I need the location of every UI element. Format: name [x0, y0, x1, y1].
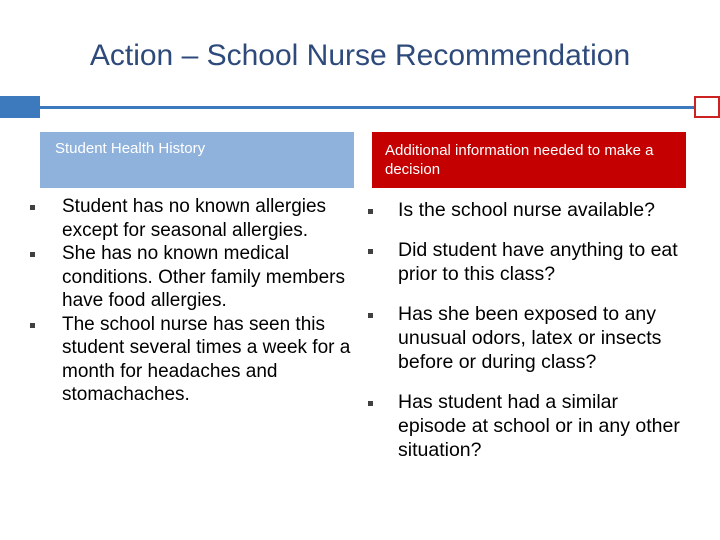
slide-title: Action – School Nurse Recommendation	[89, 39, 631, 72]
additional-info-list	[398, 198, 690, 478]
list-item-text: Is the school nurse available?	[398, 199, 655, 221]
bullet-square-icon	[30, 205, 35, 210]
bullet-square-icon	[368, 313, 373, 318]
list-item	[398, 390, 690, 462]
student-health-history-header: Student Health History	[40, 132, 354, 188]
list-item-text: Student has no known allergies except for seasonal allergies.	[62, 196, 327, 241]
list-item	[398, 198, 690, 222]
list-item-text: The school nurse has seen this student several times a week for a month for headaches and stomachaches.	[62, 313, 351, 405]
list-item	[398, 238, 690, 286]
health-history-list	[62, 195, 357, 407]
bullet-square-icon	[368, 401, 373, 406]
list-item-text: Did student have anything to eat prior to this class?	[398, 239, 678, 285]
title-rule	[0, 96, 720, 120]
bullet-square-icon	[368, 249, 373, 254]
bullet-square-icon	[30, 323, 35, 328]
list-item	[398, 302, 690, 374]
bullet-square-icon	[30, 252, 35, 257]
list-item-text: Has she been exposed to any unusual odors, latex or insects before or during class?	[398, 303, 662, 373]
rule-square-left	[0, 96, 40, 118]
rule-square-right	[694, 96, 720, 118]
title-rule-line	[0, 106, 720, 109]
additional-info-header: Additional information needed to make a decision	[372, 132, 686, 188]
bullet-square-icon	[368, 209, 373, 214]
list-item	[62, 313, 357, 407]
list-item-text: Has student had a similar episode at school or in any other situation?	[398, 391, 680, 461]
list-item	[62, 195, 357, 242]
list-item	[62, 242, 357, 313]
list-item-text: She has no known medical conditions. Other family members have food allergies.	[62, 243, 345, 311]
